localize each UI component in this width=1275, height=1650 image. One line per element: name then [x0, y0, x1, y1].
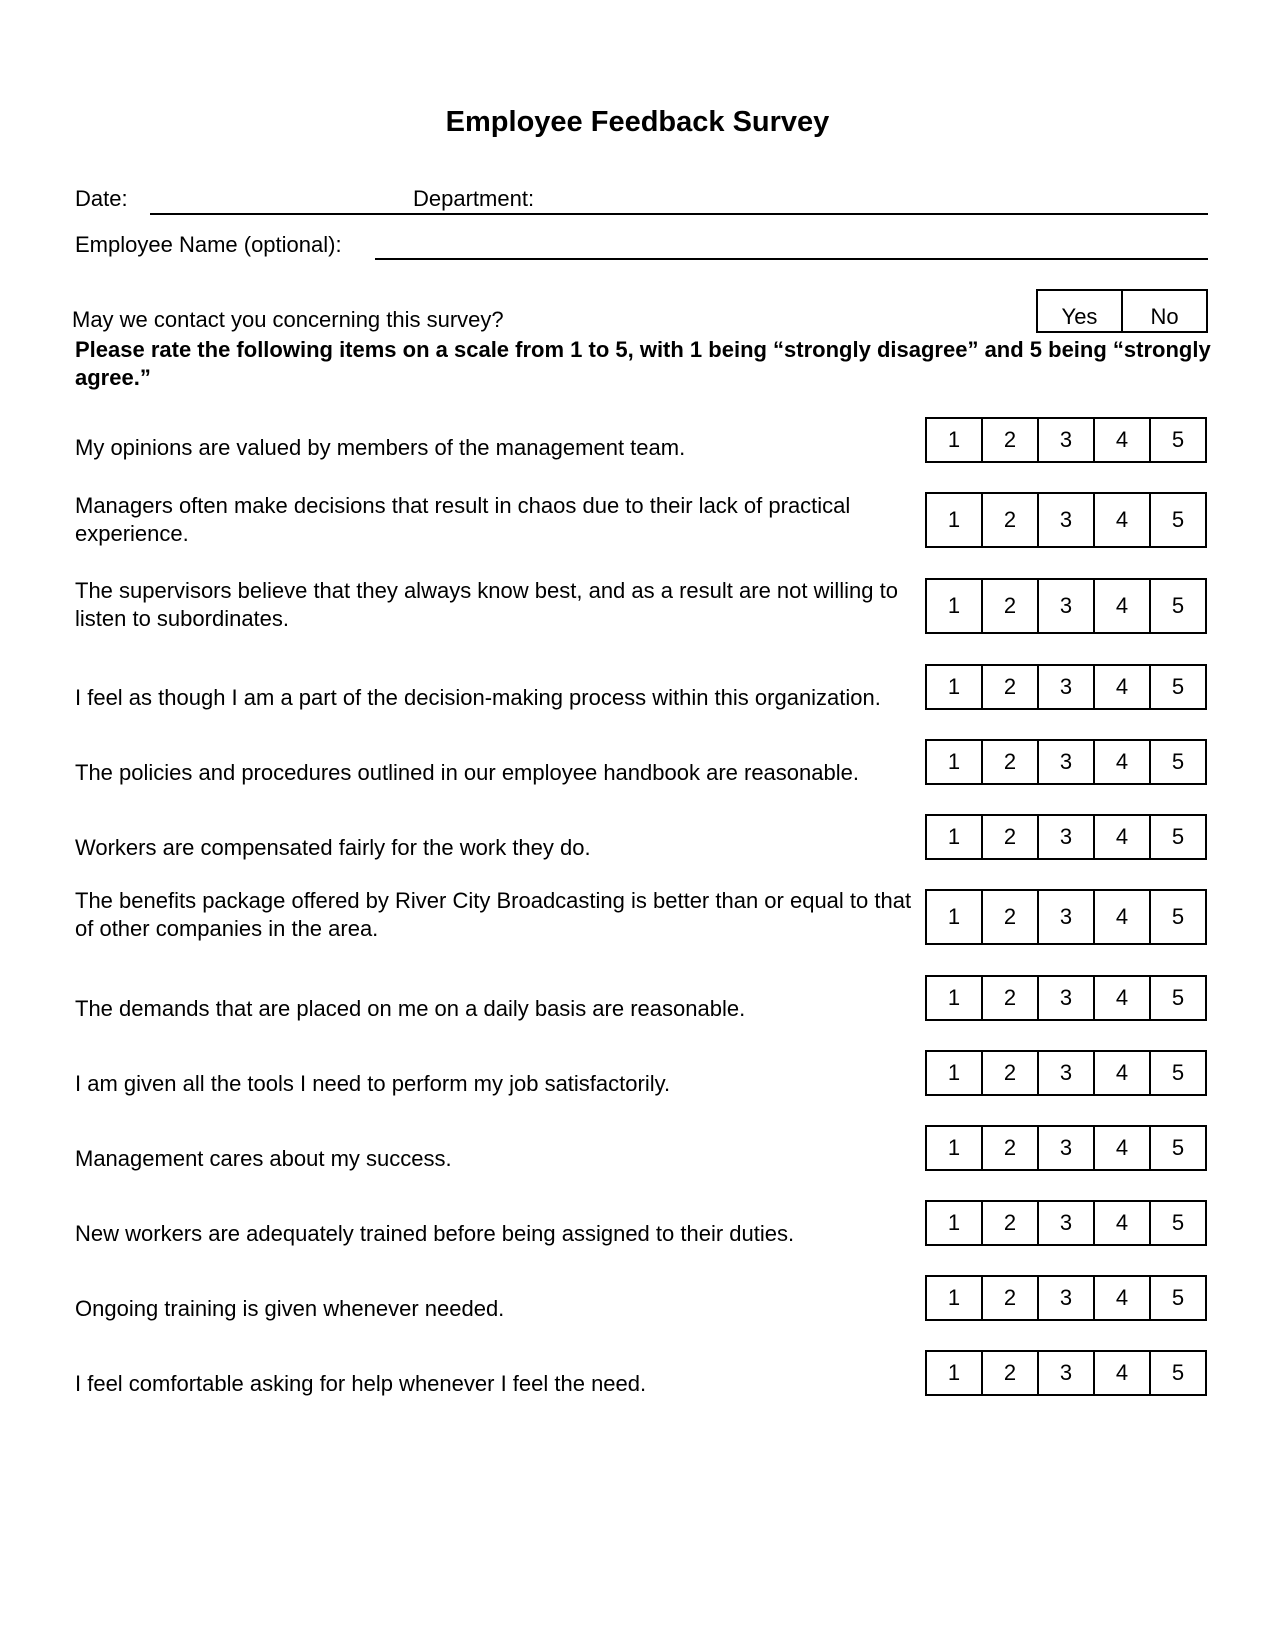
rating-option[interactable]: 4 — [1093, 977, 1149, 1019]
rating-option[interactable]: 2 — [981, 816, 1037, 858]
date-label: Date: — [75, 186, 128, 211]
employee-name-label: Employee Name (optional): — [75, 232, 342, 257]
rating-scale — [925, 578, 1207, 634]
rating-option[interactable]: 3 — [1037, 494, 1093, 546]
rating-scale — [925, 889, 1207, 945]
employee-name-field[interactable] — [375, 258, 1208, 260]
rating-option[interactable]: 3 — [1037, 1202, 1093, 1244]
rating-option[interactable]: 2 — [981, 666, 1037, 708]
question-text: Workers are compensated fairly for the work they do. — [75, 835, 591, 860]
rating-option[interactable]: 2 — [981, 1352, 1037, 1394]
question-text: Ongoing training is given whenever needed. — [75, 1296, 505, 1321]
rating-option[interactable]: 2 — [981, 1127, 1037, 1169]
rating-scale — [925, 1125, 1207, 1171]
contact-question: May we contact you concerning this survey? — [72, 307, 504, 332]
rating-scale — [925, 492, 1207, 548]
question-text: Management cares about my success. — [75, 1146, 452, 1171]
rating-option[interactable]: 2 — [981, 1277, 1037, 1319]
rating-option[interactable]: 5 — [1149, 741, 1205, 783]
rating-option[interactable]: 5 — [1149, 977, 1205, 1019]
page-title: Employee Feedback Survey — [445, 106, 830, 138]
rating-option[interactable]: 1 — [947, 1285, 961, 1310]
rating-option[interactable]: 1 — [947, 1360, 961, 1385]
date-field[interactable] — [150, 213, 375, 215]
rating-option[interactable]: 5 — [1149, 666, 1205, 708]
rating-option[interactable]: 1 — [947, 904, 961, 929]
rating-option[interactable]: 4 — [1093, 1277, 1149, 1319]
rating-scale — [925, 1200, 1207, 1246]
rating-option[interactable]: 4 — [1093, 741, 1149, 783]
question-text: My opinions are valued by members of the management team. — [75, 435, 686, 460]
rating-scale — [925, 814, 1207, 860]
rating-option[interactable]: 1 — [947, 824, 961, 849]
question-text: The benefits package offered by River City Broadcasting is better than or equal to that of other companies in the area. — [75, 888, 912, 941]
rating-option[interactable]: 2 — [981, 494, 1037, 546]
question-text: The policies and procedures outlined in our employee handbook are reasonable. — [75, 760, 859, 785]
question-text: I am given all the tools I need to perform my job satisfactorily. — [75, 1071, 671, 1096]
rating-option[interactable]: 2 — [981, 1052, 1037, 1094]
rating-option[interactable]: 4 — [1093, 1127, 1149, 1169]
rating-option[interactable]: 3 — [1037, 1352, 1093, 1394]
rating-option[interactable]: 5 — [1149, 816, 1205, 858]
rating-scale — [925, 975, 1207, 1021]
question-text: The supervisors believe that they always know best, and as a result are not willing to listen to subordinates. — [75, 578, 898, 631]
rating-option[interactable]: 3 — [1037, 741, 1093, 783]
rating-option[interactable]: 1 — [947, 1135, 961, 1160]
rating-option[interactable]: 4 — [1093, 1202, 1149, 1244]
rating-option[interactable]: 4 — [1093, 580, 1149, 632]
rating-option[interactable]: 1 — [947, 749, 961, 774]
rating-option[interactable]: 4 — [1093, 494, 1149, 546]
rating-option[interactable]: 5 — [1149, 580, 1205, 632]
rating-scale — [925, 1350, 1207, 1396]
rating-option[interactable]: 1 — [947, 1060, 961, 1085]
rating-option[interactable]: 3 — [1037, 891, 1093, 943]
rating-scale — [925, 1050, 1207, 1096]
rating-option[interactable]: 2 — [981, 977, 1037, 1019]
yes-option[interactable]: Yes — [1061, 304, 1098, 329]
rating-option[interactable]: 4 — [1093, 419, 1149, 461]
rating-option[interactable]: 4 — [1093, 1052, 1149, 1094]
rating-option[interactable]: 4 — [1093, 666, 1149, 708]
rating-scale — [925, 1275, 1207, 1321]
rating-option[interactable]: 5 — [1149, 1202, 1205, 1244]
rating-option[interactable]: 2 — [981, 1202, 1037, 1244]
question-text: Managers often make decisions that result in chaos due to their lack of practical experience. — [75, 493, 851, 546]
rating-option[interactable]: 5 — [1149, 891, 1205, 943]
rating-option[interactable]: 5 — [1149, 419, 1205, 461]
rating-option[interactable]: 1 — [947, 507, 961, 532]
rating-option[interactable]: 2 — [981, 580, 1037, 632]
instructions: Please rate the following items on a scale from 1 to 5, with 1 being “strongly disagree” and 5 being “strongly agree.” — [75, 337, 1211, 390]
rating-option[interactable]: 3 — [1037, 580, 1093, 632]
rating-option[interactable]: 1 — [947, 1210, 961, 1235]
rating-option[interactable]: 4 — [1093, 891, 1149, 943]
department-label: Department: — [413, 186, 535, 211]
rating-option[interactable]: 3 — [1037, 1127, 1093, 1169]
rating-option[interactable]: 2 — [981, 891, 1037, 943]
rating-option[interactable]: 3 — [1037, 1052, 1093, 1094]
rating-option[interactable]: 4 — [1093, 1352, 1149, 1394]
department-field[interactable] — [375, 213, 1208, 215]
rating-option[interactable]: 5 — [1149, 1352, 1205, 1394]
rating-scale — [925, 417, 1207, 463]
rating-option[interactable]: 3 — [1037, 666, 1093, 708]
rating-option[interactable]: 2 — [981, 741, 1037, 783]
rating-scale — [925, 739, 1207, 785]
rating-option[interactable]: 1 — [947, 674, 961, 699]
question-text: The demands that are placed on me on a daily basis are reasonable. — [75, 996, 746, 1021]
rating-option[interactable]: 2 — [981, 419, 1037, 461]
question-text: I feel comfortable asking for help whenever I feel the need. — [75, 1371, 647, 1396]
no-option[interactable]: No — [1121, 291, 1206, 331]
question-text: New workers are adequately trained before being assigned to their duties. — [75, 1221, 795, 1246]
rating-option[interactable]: 4 — [1093, 816, 1149, 858]
rating-scale — [925, 664, 1207, 710]
rating-option[interactable]: 3 — [1037, 816, 1093, 858]
rating-option[interactable]: 1 — [947, 427, 961, 452]
rating-option[interactable]: 3 — [1037, 977, 1093, 1019]
rating-option[interactable]: 1 — [947, 593, 961, 618]
rating-option[interactable]: 3 — [1037, 419, 1093, 461]
rating-option[interactable]: 5 — [1149, 1052, 1205, 1094]
contact-choice — [1036, 289, 1208, 333]
rating-option[interactable]: 5 — [1149, 1277, 1205, 1319]
rating-option[interactable]: 3 — [1037, 1277, 1093, 1319]
rating-option[interactable]: 5 — [1149, 494, 1205, 546]
rating-option[interactable]: 5 — [1149, 1127, 1205, 1169]
question-text: I feel as though I am a part of the decision-making process within this organization. — [75, 685, 881, 710]
rating-option[interactable]: 1 — [947, 985, 961, 1010]
